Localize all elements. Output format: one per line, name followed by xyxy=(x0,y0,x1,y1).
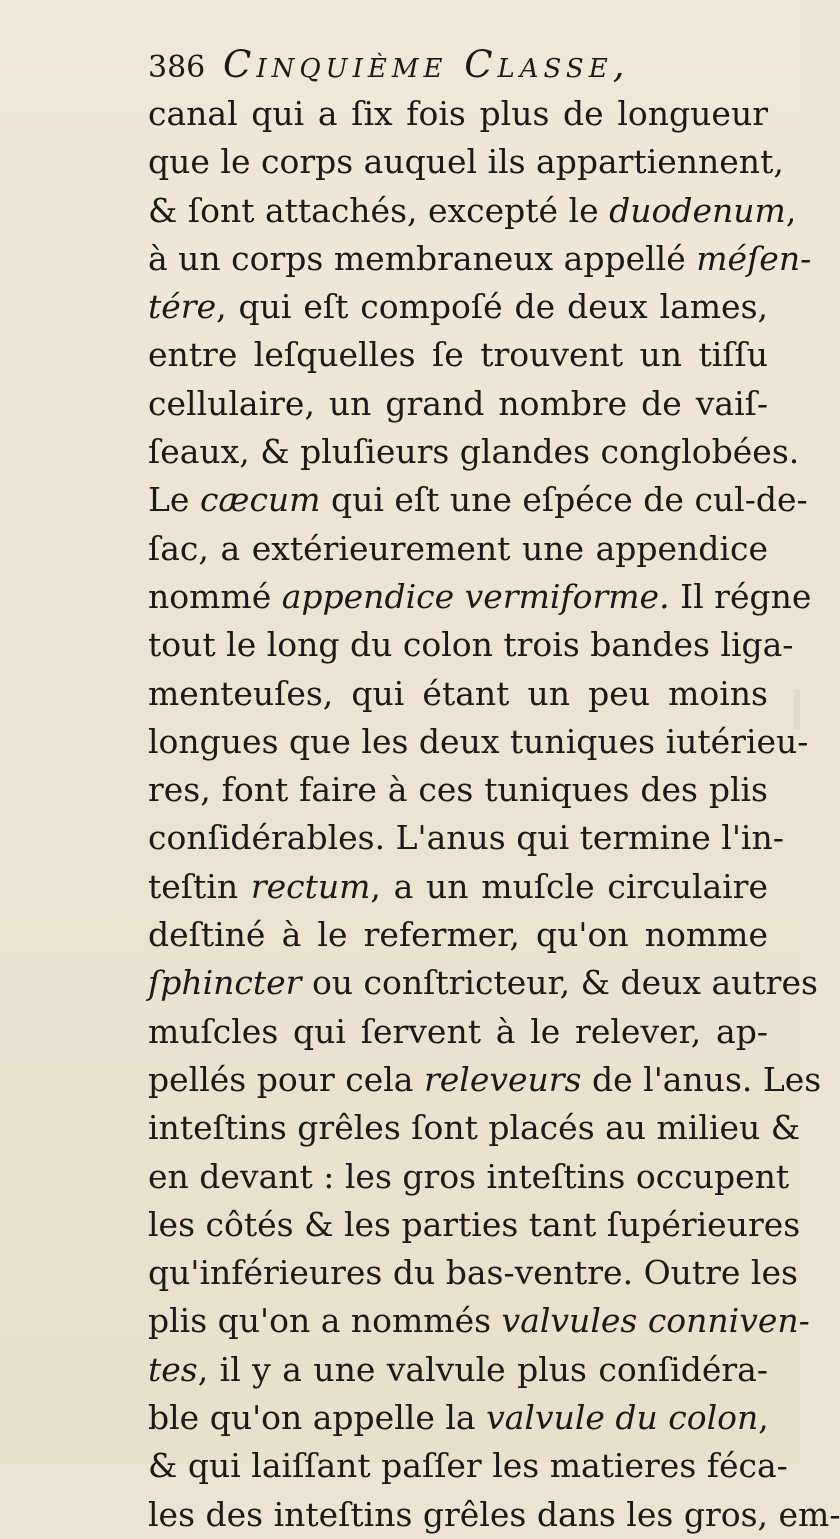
text-segment: cellulaire, un grand nombre de vaiſ- xyxy=(148,383,768,423)
text-line xyxy=(148,621,794,669)
text-line xyxy=(148,1008,768,1056)
text-segment: entre leſquelles ſe trouvent un tiſſu xyxy=(148,335,768,375)
text-segment: res, font faire à ces tuniques des plis xyxy=(148,770,768,810)
italic-term: méſen- xyxy=(696,238,812,278)
text-line xyxy=(148,766,768,814)
text-line xyxy=(148,380,768,428)
text-line xyxy=(148,476,808,524)
text-segment: les des inteſtins grêles dans les gros, em- xyxy=(148,1494,840,1534)
text-segment: , qui eſt compoſé de deux lames, xyxy=(216,287,768,327)
italic-term: valvules conniven- xyxy=(501,1301,810,1341)
text-line xyxy=(148,1394,768,1442)
text-segment: muſcles qui ſervent à le relever, ap- xyxy=(148,1011,768,1051)
text-segment: ou conſtricteur, & deux autres xyxy=(301,963,818,1003)
text-line xyxy=(148,1491,840,1539)
text-segment: Il régne xyxy=(669,576,812,616)
italic-term: rectum xyxy=(250,866,371,906)
text-line xyxy=(148,718,809,766)
text-segment: Le xyxy=(148,480,200,520)
text-line xyxy=(148,959,818,1007)
text-segment: & qui laiſſant paſſer les matieres féca- xyxy=(148,1446,788,1486)
body-text xyxy=(148,90,840,1534)
italic-term: releveurs xyxy=(423,1059,582,1099)
text-segment: , a un muſcle circulaire xyxy=(370,866,768,906)
text-segment: à un corps membraneux appellé xyxy=(148,238,697,278)
text-line xyxy=(148,1442,788,1490)
text-segment: conſidérables. L'anus qui termine l'in- xyxy=(148,818,784,858)
text-line xyxy=(148,331,768,379)
text-line xyxy=(148,573,812,621)
italic-term: ſphincter xyxy=(148,963,302,1003)
text-segment: inteſtins grêles ſont placés au milieu & xyxy=(148,1108,801,1148)
text-line xyxy=(148,814,784,862)
text-line xyxy=(148,428,800,476)
text-line xyxy=(148,1297,810,1345)
text-line xyxy=(148,1056,822,1104)
page-edge-shadow xyxy=(794,690,800,730)
text-segment: les côtés & les parties tant ſupérieures xyxy=(148,1204,801,1244)
text-segment: ſeaux, & pluſieurs glandes conglobées. xyxy=(148,432,800,472)
text-segment: canal qui a ſix fois plus de longueur xyxy=(148,94,768,133)
italic-term: appendice vermiforme. xyxy=(281,576,670,616)
text-segment: ſac, a extérieurement une appendice xyxy=(148,528,768,568)
text-segment: de l'anus. Les xyxy=(581,1059,822,1099)
text-segment: , xyxy=(758,1398,769,1438)
text-segment: que le corps auquel ils appartiennent, xyxy=(148,142,784,182)
text-line xyxy=(148,525,768,573)
text-segment: qu'inférieures du bas-ventre. Outre les xyxy=(148,1253,798,1293)
text-segment: plis qu'on a nommés xyxy=(148,1301,502,1341)
text-segment: , il y a une valvule plus conſidéra- xyxy=(197,1349,768,1389)
text-segment: deſtiné à le refermer, qu'on nomme xyxy=(148,915,768,955)
italic-term: tes xyxy=(148,1349,198,1389)
text-segment: menteuſes, qui étant un peu moins xyxy=(148,673,768,713)
text-line xyxy=(148,1249,798,1297)
text-segment: teſtin xyxy=(148,866,251,906)
text-segment: tout le long du colon trois bandes liga- xyxy=(148,625,794,665)
text-segment: longues que les deux tuniques iutérieu- xyxy=(148,721,809,761)
italic-term: valvule du colon xyxy=(486,1398,759,1438)
text-line xyxy=(148,863,768,911)
text-line xyxy=(148,1153,790,1201)
italic-term: duodenum xyxy=(609,190,786,230)
text-line xyxy=(148,235,812,283)
text-line xyxy=(148,283,768,331)
text-segment: nommé xyxy=(148,576,282,616)
text-line xyxy=(148,1104,801,1152)
text-line xyxy=(148,1201,801,1249)
text-line xyxy=(148,670,768,718)
text-segment: ble qu'on appelle la xyxy=(148,1398,487,1438)
text-segment: pellés pour cela xyxy=(148,1059,424,1099)
page-number: 386 xyxy=(148,50,206,85)
text-line xyxy=(148,90,768,138)
text-segment: en devant : les gros inteſtins occupent xyxy=(148,1156,790,1196)
text-segment: & ſont attachés, excepté le xyxy=(148,190,610,230)
text-segment: , xyxy=(785,190,797,230)
text-line xyxy=(148,911,768,959)
italic-term: tére xyxy=(148,287,217,327)
running-header xyxy=(148,40,768,90)
running-title: Cinquième Classe, xyxy=(223,43,630,86)
text-line xyxy=(148,187,797,235)
text-segment: qui eſt une eſpéce de cul-de- xyxy=(320,480,808,520)
text-line xyxy=(148,1346,768,1394)
text-line xyxy=(148,138,784,186)
italic-term: cæcum xyxy=(199,480,321,520)
